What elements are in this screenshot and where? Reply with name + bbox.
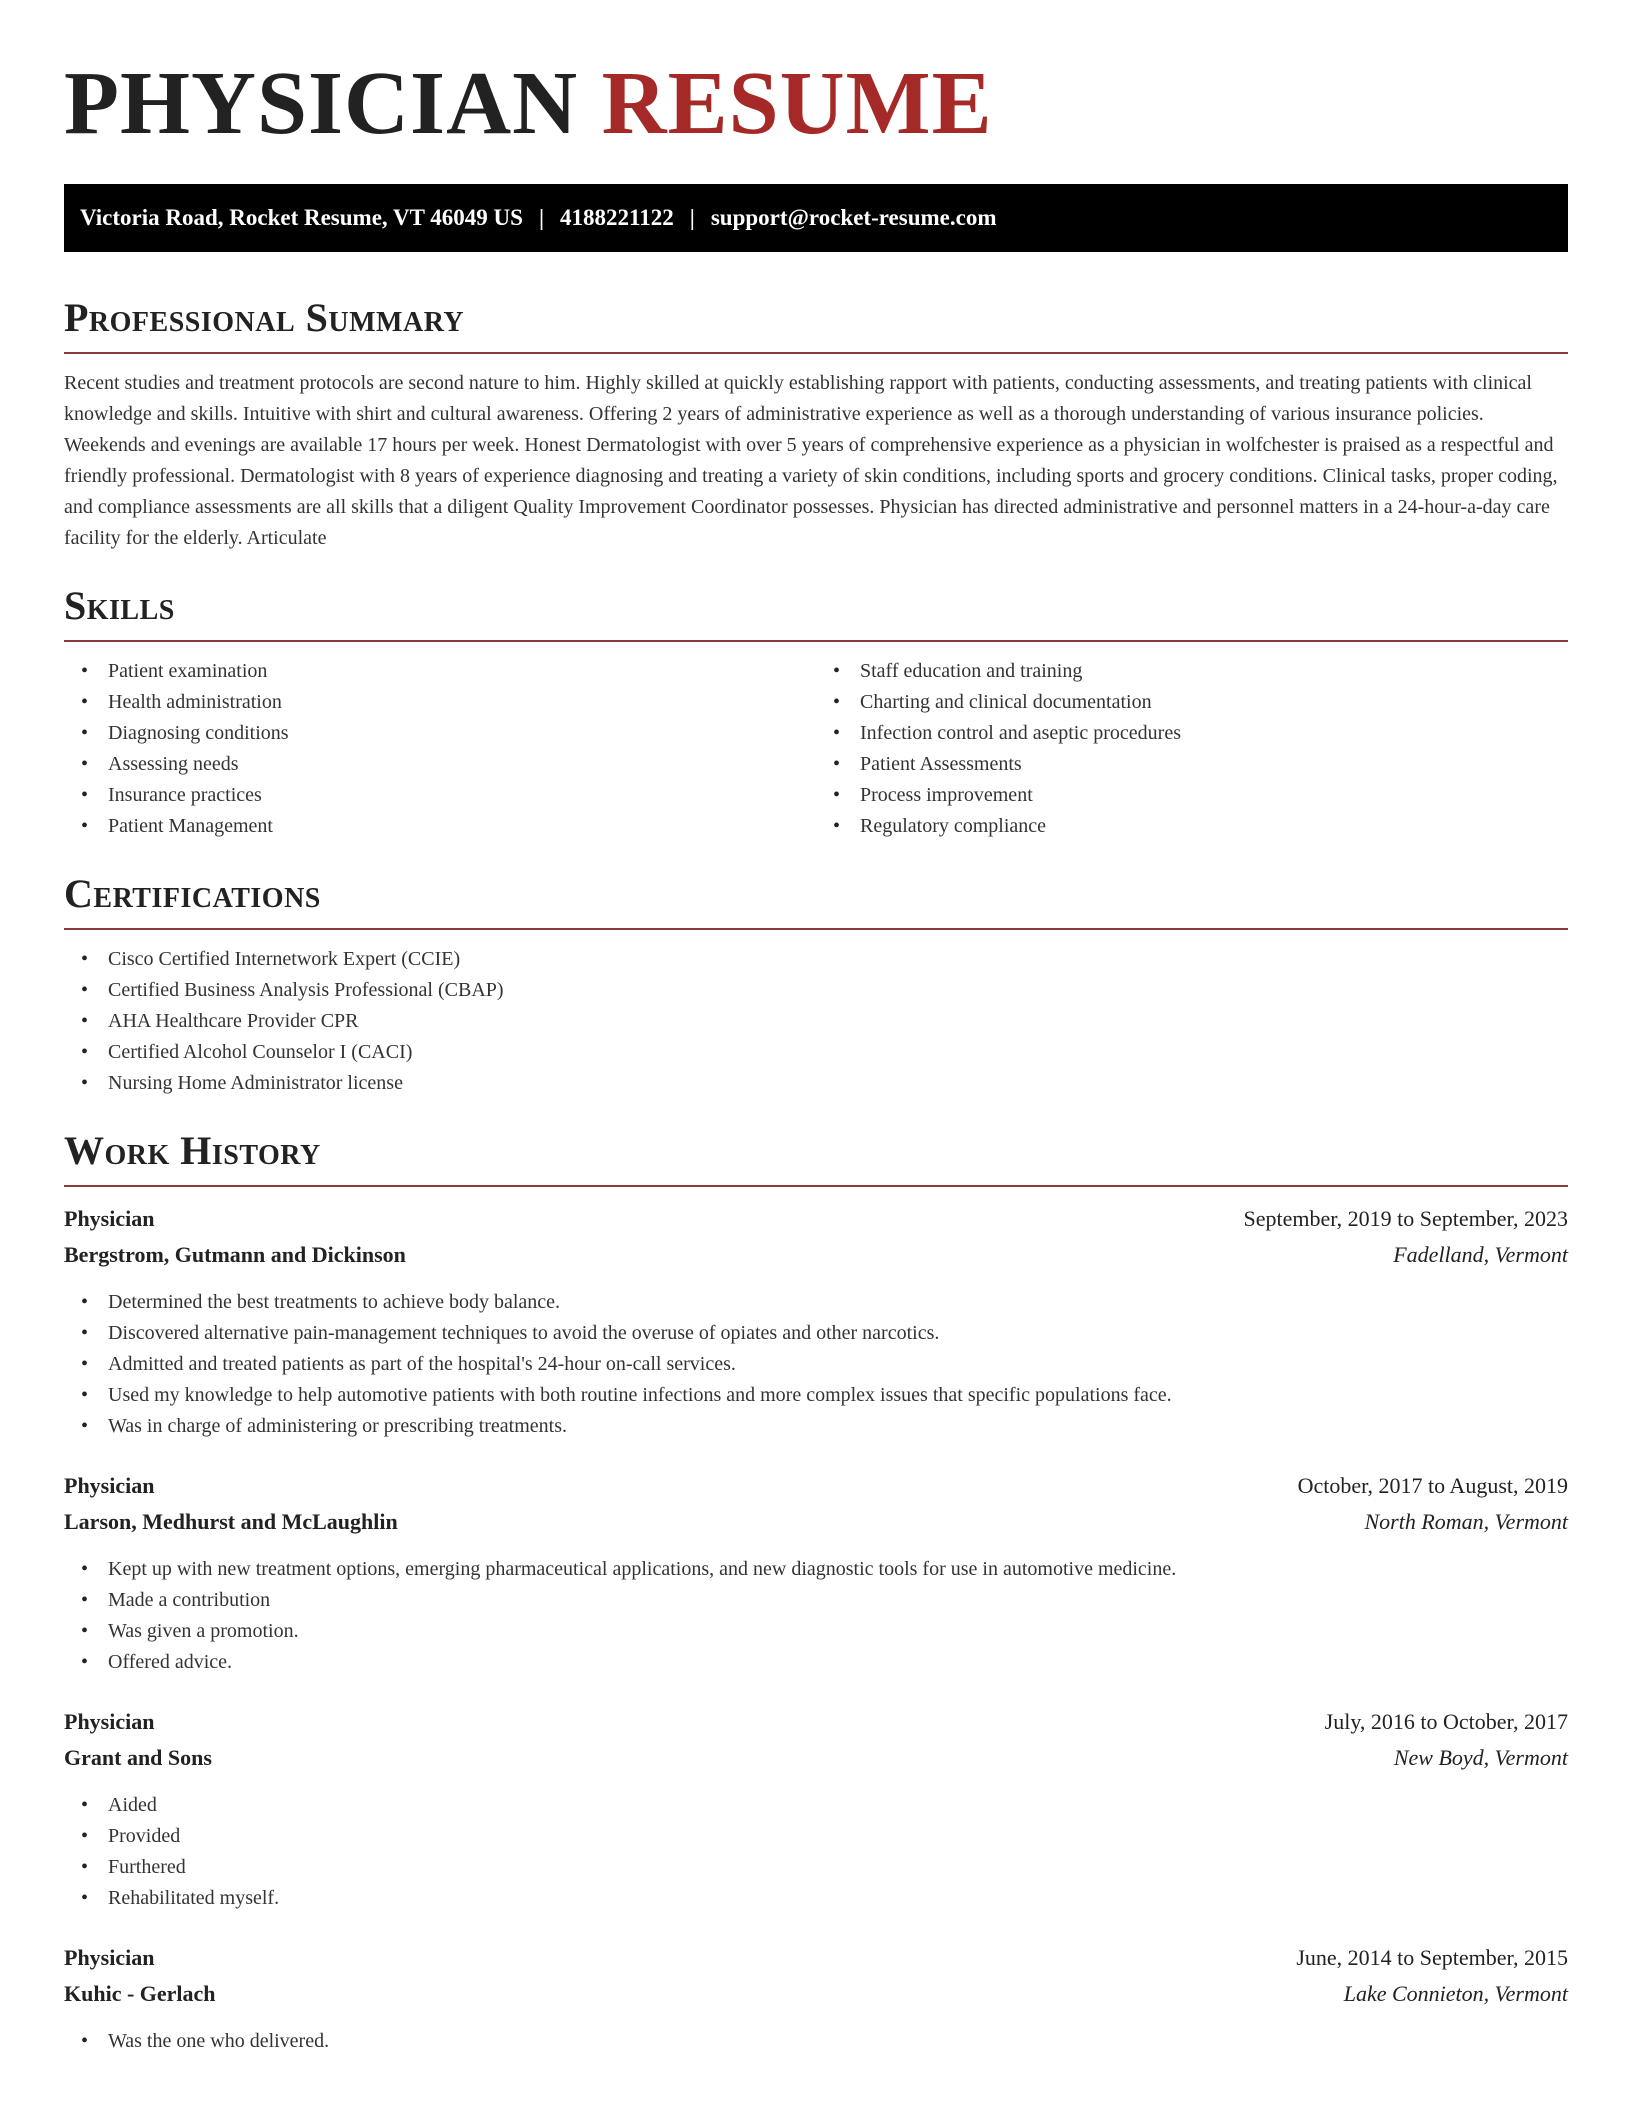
skill-item: • Patient examination xyxy=(64,656,816,687)
resume-title xyxy=(64,56,1568,152)
work-history-section xyxy=(64,1127,1568,2057)
section-divider xyxy=(64,1185,1568,1187)
skill-item: • Staff education and training xyxy=(816,656,1568,687)
job-duties-list xyxy=(64,1287,1568,1442)
job-title: Physician xyxy=(64,1709,155,1734)
job-duty-item: • Discovered alternative pain-management techniques to avoid the overuse of opiates and other narcotics. xyxy=(64,1318,1568,1349)
job-dates: June, 2014 to September, 2015 xyxy=(1296,1945,1568,1970)
job-company: Kuhic - Gerlach xyxy=(64,1981,216,2006)
skill-item: • Regulatory compliance xyxy=(816,811,1568,842)
contact-email: support@rocket-resume.com xyxy=(710,205,997,230)
contact-phone: 4188221122 xyxy=(560,205,674,230)
job-duty-item: • Was in charge of administering or prescribing treatments. xyxy=(64,1411,1568,1442)
job-duty-item: • Determined the best treatments to achieve body balance. xyxy=(64,1287,1568,1318)
job-dates: July, 2016 to October, 2017 xyxy=(1324,1709,1568,1734)
section-title-certifications: Certifications xyxy=(64,871,321,916)
job-duty-item: • Offered advice. xyxy=(64,1647,1568,1678)
summary-text: Recent studies and treatment protocols are second nature to him. Highly skilled at quickly establishing rapport with patients, conducting assessments, and treating patients with clinical knowledge and skills. Intuitive with shirt and cultural awareness. Offering 2 years of administrative experience as well as a thorough understanding of various insurance policies. Weekends and evenings are available 17 hours per week. Honest Dermatologist with over 5 years of comprehensive experience as a physician in wolfchester is praised as a respectful and friendly professional. Dermatologist with 8 years of experience diagnosing and treating a variety of skin conditions, including sports and grocery conditions. Clinical tasks, proper coding, and compliance assessments are all skills that a diligent Quality Improvement Coordinator possesses. Physician has directed administrative and personnel matters in a 24-hour-a-day care facility for the elderly. Articulate xyxy=(64,372,1558,549)
certification-item: • Certified Business Analysis Professional (CBAP) xyxy=(64,975,1568,1006)
skills-list-left xyxy=(64,656,816,842)
certification-item: • Cisco Certified Internetwork Expert (CCIE) xyxy=(64,944,1568,975)
skills-section xyxy=(64,582,1568,842)
section-title-summary: Professional Summary xyxy=(64,295,465,340)
job-header-row xyxy=(64,1468,1568,1504)
skill-item: • Infection control and aseptic procedures xyxy=(816,718,1568,749)
section-title-work-history: Work History xyxy=(64,1128,321,1173)
contact-separator: | xyxy=(689,205,695,230)
contact-bar xyxy=(64,184,1568,252)
job-duty-item: • Made a contribution xyxy=(64,1585,1568,1616)
skill-item: • Patient Management xyxy=(64,811,816,842)
certifications-list xyxy=(64,944,1568,1099)
job-title: Physician xyxy=(64,1473,155,1498)
skill-item: • Charting and clinical documentation xyxy=(816,687,1568,718)
job-duty-item: • Kept up with new treatment options, emerging pharmaceutical applications, and new diagnostic tools for use in automotive medicine. xyxy=(64,1554,1568,1585)
job-duties-list xyxy=(64,1554,1568,1678)
skill-item: • Health administration xyxy=(64,687,816,718)
certification-item: • AHA Healthcare Provider CPR xyxy=(64,1006,1568,1037)
job-duty-item: • Was the one who delivered. xyxy=(64,2026,1568,2057)
job-entry xyxy=(64,1940,1568,2057)
contact-separator: | xyxy=(538,205,545,230)
section-divider xyxy=(64,928,1568,930)
job-entry xyxy=(64,1468,1568,1678)
skill-item: • Process improvement xyxy=(816,780,1568,811)
title-accent-word: RESUME xyxy=(601,54,993,153)
job-company: Larson, Medhurst and McLaughlin xyxy=(64,1509,398,1534)
job-header-row xyxy=(64,1201,1568,1237)
job-entry xyxy=(64,1704,1568,1914)
job-company-row xyxy=(64,1740,1568,1776)
job-company: Grant and Sons xyxy=(64,1745,212,1770)
job-duty-item: • Furthered xyxy=(64,1852,1568,1883)
job-company-row xyxy=(64,1976,1568,2012)
job-location: Fadelland, Vermont xyxy=(1393,1242,1568,1267)
job-location: New Boyd, Vermont xyxy=(1393,1745,1568,1770)
job-duty-item: • Admitted and treated patients as part of the hospital's 24-hour on-call services. xyxy=(64,1349,1568,1380)
job-title: Physician xyxy=(64,1206,155,1231)
job-duties-list xyxy=(64,1790,1568,1914)
job-header-row xyxy=(64,1704,1568,1740)
job-company-row xyxy=(64,1504,1568,1540)
certification-item: • Certified Alcohol Counselor I (CACI) xyxy=(64,1037,1568,1068)
job-company-row xyxy=(64,1237,1568,1273)
job-duties-list xyxy=(64,2026,1568,2057)
job-title: Physician xyxy=(64,1945,155,1970)
job-duty-item: • Was given a promotion. xyxy=(64,1616,1568,1647)
skill-item: • Diagnosing conditions xyxy=(64,718,816,749)
summary-section xyxy=(64,294,1568,554)
contact-address: Victoria Road, Rocket Resume, VT 46049 US xyxy=(80,205,523,230)
skills-list-right xyxy=(816,656,1568,842)
skill-item: • Patient Assessments xyxy=(816,749,1568,780)
section-divider xyxy=(64,352,1568,354)
job-duty-item: • Rehabilitated myself. xyxy=(64,1883,1568,1914)
skill-item: • Insurance practices xyxy=(64,780,816,811)
skill-item: • Assessing needs xyxy=(64,749,816,780)
certifications-section xyxy=(64,870,1568,1099)
section-title-skills: Skills xyxy=(64,583,175,628)
job-dates: October, 2017 to August, 2019 xyxy=(1297,1473,1568,1498)
certification-item: • Nursing Home Administrator license xyxy=(64,1068,1568,1099)
job-header-row xyxy=(64,1940,1568,1976)
job-company: Bergstrom, Gutmann and Dickinson xyxy=(64,1242,406,1267)
job-duty-item: • Used my knowledge to help automotive patients with both routine infections and more complex issues that specific populations face. xyxy=(64,1380,1568,1411)
job-duty-item: • Provided xyxy=(64,1821,1568,1852)
title-first-word: PHYSICIAN xyxy=(64,54,579,153)
job-duty-item: • Aided xyxy=(64,1790,1568,1821)
job-location: Lake Connieton, Vermont xyxy=(1343,1981,1568,2006)
job-dates: September, 2019 to September, 2023 xyxy=(1243,1206,1568,1231)
job-entry xyxy=(64,1201,1568,1442)
skills-columns xyxy=(64,642,1568,842)
job-location: North Roman, Vermont xyxy=(1364,1509,1568,1534)
